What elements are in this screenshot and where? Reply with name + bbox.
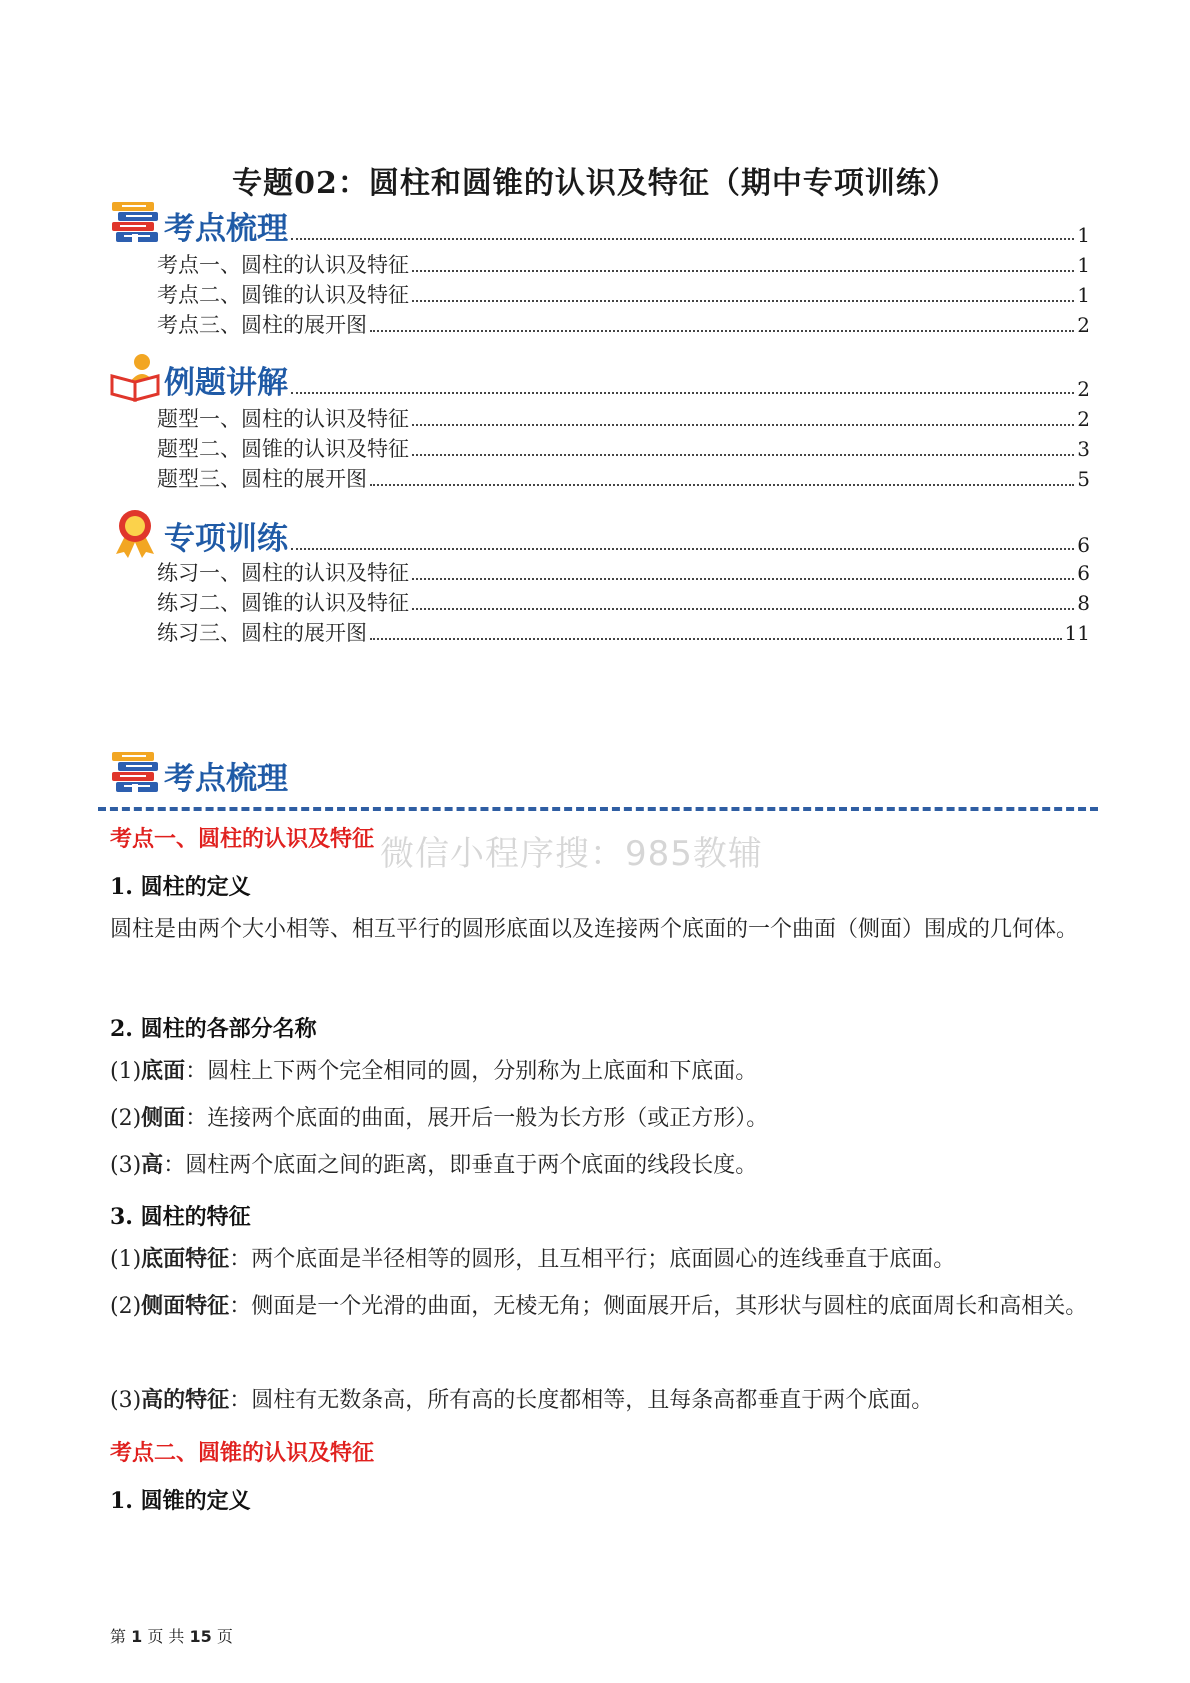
part-item: (3)高：圆柱两个底面之间的距离，即垂直于两个底面的线段长度。 [110,1152,758,1178]
feature-item: (2)侧面特征：侧面是一个光滑的曲面，无棱无角；侧面展开后，其形状与圆柱的底面周长和高相关。 [110,1293,1088,1319]
feature-item: (1)底面特征：两个底面是半径相等的圆形，且互相平行；底面圆心的连线垂直于底面。 [110,1246,956,1272]
section-heading [108,746,288,798]
toc-item[interactable]: 题型二、圆锥的认识及特征 3 [157,437,1090,461]
feature-item: (3)高的特征：圆柱有无数条高，所有高的长度都相等，且每条高都垂直于两个底面。 [110,1387,934,1413]
toc-heading-liti[interactable] [108,352,1090,402]
point2-heading: 考点二、圆锥的认识及特征 [110,1441,375,1466]
toc-heading-label: 专项训练 [164,521,288,557]
toc-item[interactable]: 练习二、圆锥的认识及特征 8 [157,591,1090,615]
point1-def-title: 1. 圆柱的定义 [110,874,251,900]
point1-parts-title: 2. 圆柱的各部分名称 [110,1016,317,1042]
section-heading-label: 考点梳理 [164,761,288,797]
toc-item[interactable]: 考点三、圆柱的展开图 2 [157,313,1090,337]
toc-item[interactable]: 考点二、圆锥的认识及特征 1 [157,283,1090,307]
point1-heading: 考点一、圆柱的认识及特征 [110,827,375,852]
toc-leader [291,238,1074,240]
toc-page-number: 6 [1077,533,1090,557]
toc-heading-label: 例题讲解 [164,365,288,401]
watermark: 微信小程序搜：985教辅 [380,834,763,874]
toc-heading-kaodian[interactable] [108,198,1090,248]
toc-heading-zhuanxiang[interactable] [108,508,1090,558]
part-item: (2)侧面：连接两个底面的曲面，展开后一般为长方形（或正方形）。 [110,1105,769,1131]
toc-item[interactable]: 考点一、圆柱的认识及特征 1 [157,253,1090,277]
part-item: (1)底面：圆柱上下两个完全相同的圆，分别称为上底面和下底面。 [110,1058,758,1084]
point1-def-text: 圆柱是由两个大小相等、相互平行的圆形底面以及连接两个底面的一个曲面（侧面）围成的几何体。 [110,917,1079,942]
point2-def-title: 1. 圆锥的定义 [110,1488,251,1514]
document-title: 专题02：圆柱和圆锥的认识及特征（期中专项训练） [232,166,958,201]
medal-icon [108,508,162,558]
point1-features-title: 3. 圆柱的特征 [110,1204,251,1230]
toc-item[interactable]: 题型三、圆柱的展开图 5 [157,467,1090,491]
toc-page-number: 2 [1077,377,1090,401]
reader-icon [108,352,162,402]
toc-item[interactable]: 题型一、圆柱的认识及特征 2 [157,407,1090,431]
toc-item[interactable]: 练习三、圆柱的展开图 11 [157,621,1090,645]
toc-heading-label: 考点梳理 [164,211,288,247]
section-divider [98,807,1098,811]
toc-leader [291,548,1074,550]
toc-item[interactable]: 练习一、圆柱的认识及特征 6 [157,561,1090,585]
books-icon [108,198,162,248]
page-footer: 第 1 页 共 15 页 [110,1627,233,1646]
toc-leader [291,392,1074,394]
toc-page-number: 1 [1077,223,1090,247]
books-icon [108,748,162,798]
